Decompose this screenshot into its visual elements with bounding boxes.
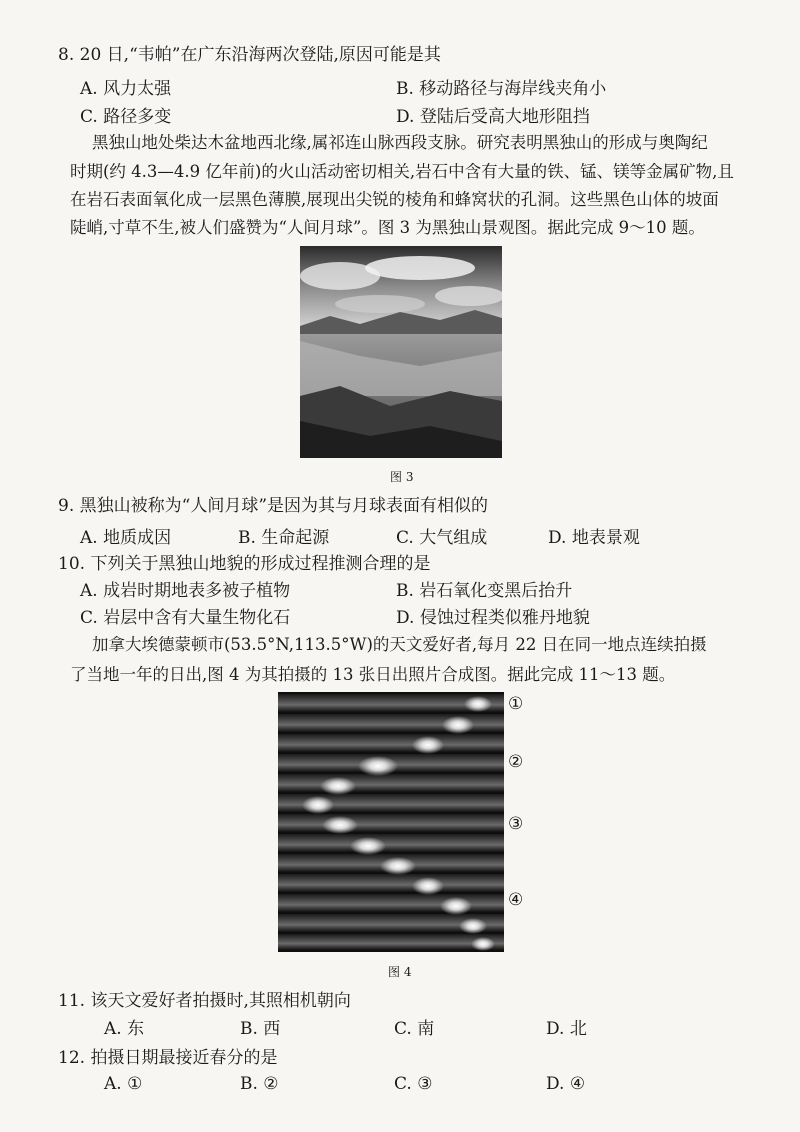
q12-option-d: D. ④ xyxy=(546,1074,586,1094)
q11-option-b: B. 西 xyxy=(240,1019,281,1039)
figure-4-marker-1: ① xyxy=(508,694,524,714)
passage1-line-2: 时期(约 4.3—4.9 亿年前)的火山活动密切相关,岩石中含有大量的铁、锰、镁等金属矿物,且 xyxy=(70,162,734,181)
figure-3-landscape-photo xyxy=(300,246,502,458)
passage1-line-3: 在岩石表面氧化成一层黑色薄膜,展现出尖锐的棱角和蜂窝状的孔洞。这些黑色山体的坡面 xyxy=(70,190,719,209)
q10-option-b: B. 岩石氧化变黑后抬升 xyxy=(396,581,573,601)
q9-option-d: D. 地表景观 xyxy=(548,528,640,548)
q10-option-a: A. 成岩时期地表多被子植物 xyxy=(80,581,291,601)
q8-option-b: B. 移动路径与海岸线夹角小 xyxy=(396,79,607,99)
q9-option-a: A. 地质成因 xyxy=(80,528,172,548)
passage2-line-1: 加拿大埃德蒙顿市(53.5°N,113.5°W)的天文爱好者,每月 22 日在同一地点连续拍摄 xyxy=(92,635,707,654)
q9-option-c: C. 大气组成 xyxy=(396,528,488,548)
figure-3-caption: 图 3 xyxy=(390,470,414,484)
q10-option-c: C. 岩层中含有大量生物化石 xyxy=(80,608,291,628)
q11-option-a: A. 东 xyxy=(104,1019,145,1039)
q10-option-d: D. 侵蚀过程类似雅丹地貌 xyxy=(396,608,590,628)
question-11-stem: 11. 该天文爱好者拍摄时,其照相机朝向 xyxy=(58,991,351,1011)
figure-4-marker-4: ④ xyxy=(508,890,524,910)
q8-option-d: D. 登陆后受高大地形阻挡 xyxy=(396,107,590,127)
passage2-line-2: 了当地一年的日出,图 4 为其拍摄的 13 张日出照片合成图。据此完成 11～13 题。 xyxy=(70,665,676,684)
passage1-line-4: 陡峭,寸草不生,被人们盛赞为“人间月球”。图 3 为黑独山景观图。据此完成 9～10 题。 xyxy=(70,218,705,237)
question-8-stem: 8. 20 日,“韦帕”在广东沿海两次登陆,原因可能是其 xyxy=(58,45,441,65)
q11-option-c: C. 南 xyxy=(394,1019,435,1039)
question-12-stem: 12. 拍摄日期最接近春分的是 xyxy=(58,1048,278,1068)
q12-option-a: A. ① xyxy=(104,1074,143,1094)
q12-option-c: C. ③ xyxy=(394,1074,433,1094)
passage1-line-1: 黑独山地处柴达木盆地西北缘,属祁连山脉西段支脉。研究表明黑独山的形成与奥陶纪 xyxy=(92,133,708,152)
q9-option-b: B. 生命起源 xyxy=(238,528,330,548)
q8-option-c: C. 路径多变 xyxy=(80,107,172,127)
figure-4-caption: 图 4 xyxy=(388,965,412,979)
question-9-stem: 9. 黑独山被称为“人间月球”是因为其与月球表面有相似的 xyxy=(58,496,489,516)
question-10-stem: 10. 下列关于黑独山地貌的形成过程推测合理的是 xyxy=(58,554,431,574)
figure-4-marker-3: ③ xyxy=(508,814,524,834)
figure-4-marker-2: ② xyxy=(508,752,524,772)
q8-option-a: A. 风力太强 xyxy=(80,79,172,99)
q12-option-b: B. ② xyxy=(240,1074,279,1094)
q11-option-d: D. 北 xyxy=(546,1019,587,1039)
figure-4-sunrise-composite xyxy=(278,692,504,952)
